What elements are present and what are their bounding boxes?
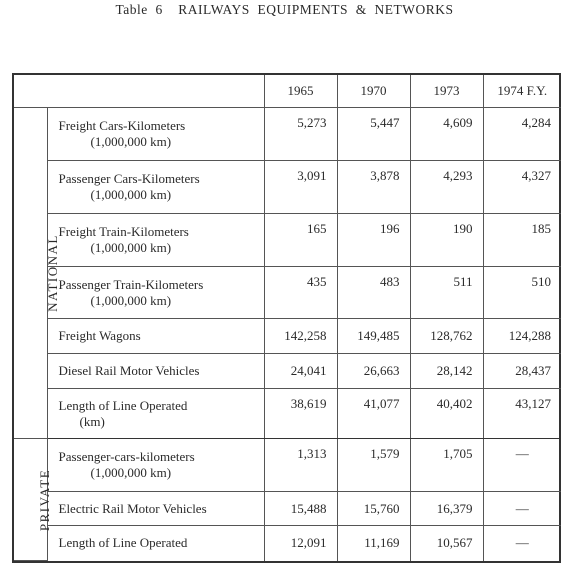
table-row	[14, 526, 561, 561]
table-row	[14, 266, 561, 319]
row-label: Passenger Cars-Kilometers (1,000,000 km)	[47, 161, 264, 214]
cell: 26,663	[337, 353, 410, 389]
cell: 41,077	[337, 389, 410, 439]
cell: 3,878	[337, 161, 410, 214]
row-label: Passenger Train-Kilometers (1,000,000 km)	[47, 266, 264, 319]
header-corner	[14, 75, 264, 108]
table-title: Table 6 RAILWAYS EQUIPMENTS & NETWORKS	[115, 2, 454, 17]
cell: 11,169	[337, 526, 410, 561]
cell: 3,091	[264, 161, 337, 214]
cell: —	[483, 526, 561, 561]
cell: 40,402	[410, 389, 483, 439]
cell: 28,142	[410, 353, 483, 389]
cell: 38,619	[264, 389, 337, 439]
cell: 24,041	[264, 353, 337, 389]
cell: 1,579	[337, 439, 410, 492]
cell: 1,313	[264, 439, 337, 492]
row-label: Diesel Rail Motor Vehicles	[47, 353, 264, 389]
cell: 4,609	[410, 108, 483, 161]
table-row	[14, 213, 561, 266]
cell: 5,447	[337, 108, 410, 161]
cell: 4,327	[483, 161, 561, 214]
cell: 483	[337, 266, 410, 319]
table-row	[14, 353, 561, 389]
table-row	[14, 439, 561, 492]
cell: 510	[483, 266, 561, 319]
cell: 142,258	[264, 319, 337, 353]
cell: 4,284	[483, 108, 561, 161]
cell: 165	[264, 213, 337, 266]
cell: 43,127	[483, 389, 561, 439]
cell: 15,488	[264, 491, 337, 525]
cell: 4,293	[410, 161, 483, 214]
table-row	[14, 491, 561, 525]
table-row	[14, 108, 561, 161]
cell: 124,288	[483, 319, 561, 353]
cell: 10,567	[410, 526, 483, 561]
cell: 16,379	[410, 491, 483, 525]
row-label: Electric Rail Motor Vehicles	[47, 491, 264, 525]
cell: 15,760	[337, 491, 410, 525]
railways-table	[12, 73, 561, 563]
column-header: 1970	[337, 75, 410, 108]
table-row	[14, 389, 561, 439]
cell: —	[483, 439, 561, 492]
row-label: Freight Train-Kilometers (1,000,000 km)	[47, 213, 264, 266]
column-header: 1965	[264, 75, 337, 108]
cell: 128,762	[410, 319, 483, 353]
cell: 190	[410, 213, 483, 266]
header-row	[14, 75, 561, 108]
cell: 185	[483, 213, 561, 266]
row-label: Length of Line Operated (km)	[47, 389, 264, 439]
column-header: 1973	[410, 75, 483, 108]
cell: 5,273	[264, 108, 337, 161]
cell: 28,437	[483, 353, 561, 389]
row-label: Freight Cars-Kilometers (1,000,000 km)	[47, 108, 264, 161]
cell: 511	[410, 266, 483, 319]
table-row	[14, 161, 561, 214]
cell: —	[483, 491, 561, 525]
row-label: Passenger-cars-kilometers (1,000,000 km)	[47, 439, 264, 492]
cell: 12,091	[264, 526, 337, 561]
cell: 196	[337, 213, 410, 266]
group-label-private: PRIVATE	[14, 439, 47, 561]
cell: 149,485	[337, 319, 410, 353]
table-row	[14, 319, 561, 353]
column-header: 1974 F.Y.	[483, 75, 561, 108]
group-label-national: NATIONAL	[14, 108, 47, 439]
row-label: Length of Line Operated	[47, 526, 264, 561]
cell: 1,705	[410, 439, 483, 492]
cell: 435	[264, 266, 337, 319]
row-label: Freight Wagons	[47, 319, 264, 353]
